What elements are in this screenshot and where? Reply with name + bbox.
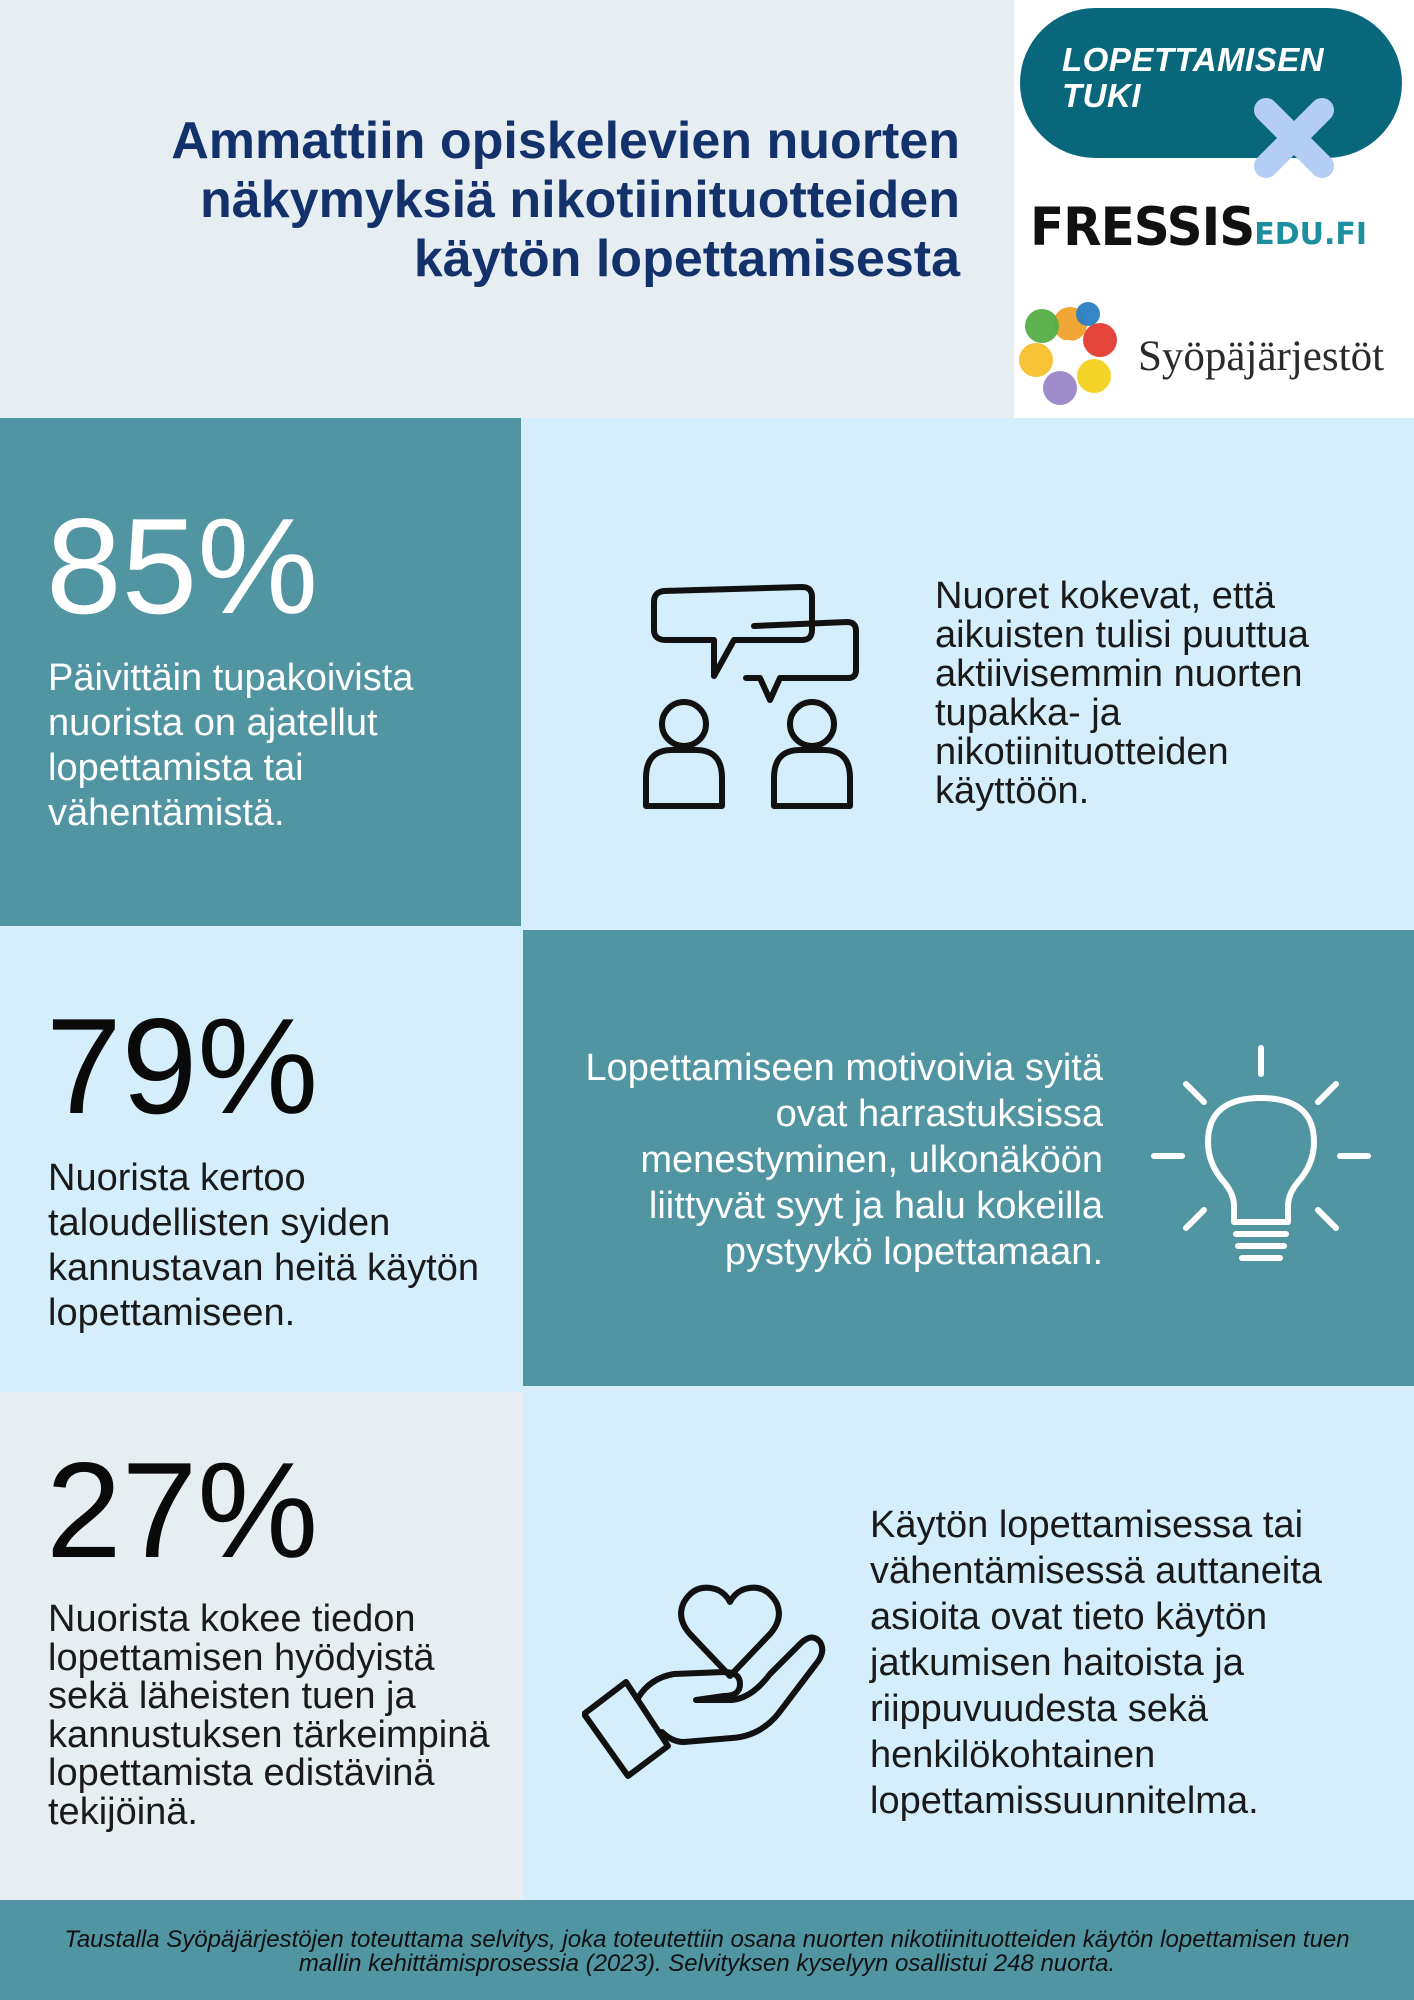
stat-value: 79% (46, 990, 319, 1142)
insight-text: Käytön lopettamisessa tai vähentämisessä auttaneita asioita ovat tieto käytön jatkumisen haitoista ja riippuvuudesta sekä henkilökohtainen lopettamissuunnitelma. (870, 1504, 1323, 1822)
lightbulb-icon (1150, 1044, 1372, 1270)
lopettamisen-tuki-logo (1020, 8, 1402, 158)
stat-value: 85% (46, 490, 319, 642)
heart-in-hand-icon (582, 1550, 832, 1790)
stat-description: Nuorista kokee tiedon lopettamisen hyödyistä sekä läheisten tuen ja kannustuksen tärkeimpinä lopettamista edistävinä tekijöinä. (48, 1598, 490, 1833)
people-conversation-icon (642, 582, 862, 812)
insight-text: Lopettamiseen motivoivia syitä ovat harrastuksissa menestyminen, ulkonäköön liittyvät syyt ja halu kokeilla pystyykö lopettamaan. (585, 1047, 1103, 1273)
stat-description: Päivittäin tupakoivista nuorista on ajatellut lopettamista tai vähentämistä. (48, 657, 414, 834)
syopajarjestot-logo (1018, 302, 1398, 407)
insight-text: Nuoret kokevat, että aikuisten tulisi puuttua aktiivisemmin nuorten tupakka- ja nikotiinituotteiden käyttöön. (935, 575, 1309, 812)
source-note: Taustalla Syöpäjärjestöjen toteuttama selvitys, joka toteutettiin osana nuorten nikotiinituotteiden käytön lopettamisen tuen mallin kehittämisprosessia (2023). Selvityksen kyselyyn osallistui 248 nuorta. (64, 1926, 1350, 1977)
stat-description: Nuorista kertoo taloudellisten syiden kannustavan heitä käytön lopettamiseen. (48, 1157, 479, 1334)
fressis-main-text: FRESSIS (1030, 196, 1255, 258)
logo-line-2: TUKI (1062, 77, 1141, 114)
x-mark-icon (1252, 96, 1336, 180)
logo-line-1: LOPETTAMISEN (1062, 41, 1325, 78)
fressis-logo (1030, 198, 1400, 268)
flower-dots-icon (1018, 302, 1128, 407)
fressis-suffix-text: EDU.FI (1254, 217, 1368, 252)
syopajarjestot-name: Syöpäjärjestöt (1138, 333, 1385, 380)
page-title: Ammattiin opiskelevien nuorten näkymyksiä nikotiinituotteiden käytön lopettamisesta (171, 112, 960, 288)
stat-value: 27% (46, 1434, 319, 1586)
